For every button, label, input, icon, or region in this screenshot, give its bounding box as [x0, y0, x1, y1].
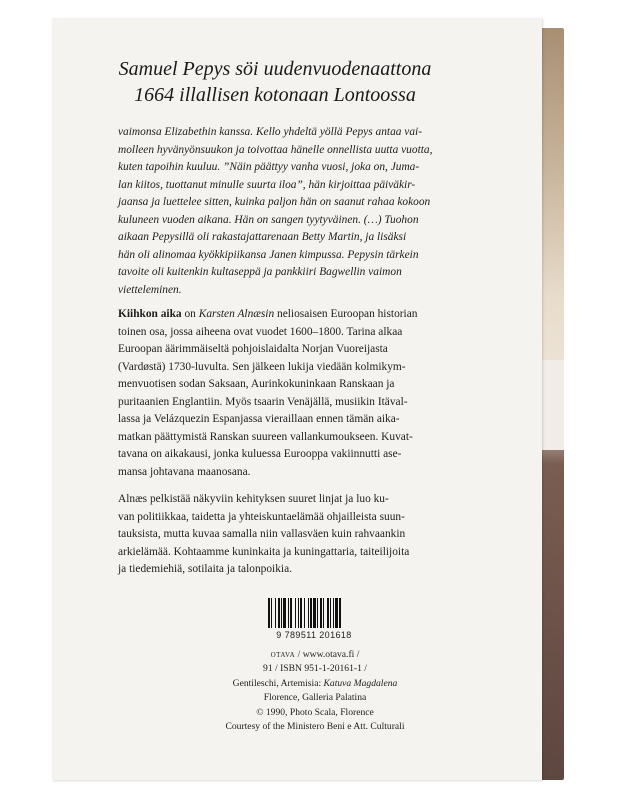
barcode-bar [290, 598, 292, 628]
excerpt-line: lan kiitos, tuottanut minulle suurta iloa”, hän kirjoittaa päiväkir- [118, 178, 416, 191]
barcode-bar [275, 598, 276, 628]
excerpt-line: jaansa ja luettelee sitten, kuinka paljon hän on saanut rahaa kokoon [118, 196, 431, 208]
connector-text: on [181, 308, 199, 320]
excerpt-line: vaimonsa Elizabethin kanssa. Kello yhdeltä yöllä Pepys antaa vai- [118, 126, 423, 138]
barcode-bar [283, 598, 286, 628]
excerpt-line: molleen hyvänyönsuukon ja toivottaa hänelle onnellista uutta vuotta, [118, 143, 433, 156]
excerpt-line: aikaan Pepysillä oli rakastajattarenaan Betty Martin, ja lisäksi [118, 231, 407, 243]
publisher-url: / www.otava.fi / [295, 649, 360, 660]
publisher-line [150, 648, 480, 662]
excerpt-line: kuluneen vuoden aikana. Hän on sangen tyytyväinen. (…) Tuohon [118, 213, 419, 226]
paragraph-text: van politiikkaa, taidetta ja yhteiskuntaelämää ohjailleista suun- [118, 510, 405, 523]
barcode-bar [335, 598, 338, 628]
paragraph-text: arkielämää. Kohtaamme kuninkaita ja kuningattaria, taiteilijoita [118, 545, 410, 558]
barcode-bar [281, 598, 282, 628]
headline [60, 56, 490, 108]
barcode-bar [300, 598, 302, 628]
excerpt-line: tavoite oli kuitenkin kultaseppä ja pankkiiri Bagwellin vaimon [118, 266, 402, 278]
description-paragraph-2 [118, 491, 528, 579]
photo-copyright: © 1990, Photo Scala, Florence [256, 706, 374, 718]
barcode-bar [288, 598, 289, 628]
painting-artist: Gentileschi, Artemisia: [232, 677, 324, 689]
barcode-bar [278, 598, 280, 628]
headline-line-2: 1664 illallisen kotonaan Lontoossa [134, 84, 416, 106]
barcode-bar [320, 598, 322, 628]
barcode-bar [308, 598, 309, 628]
barcode-bar [310, 598, 312, 628]
excerpt-line: vietteleminen. [118, 283, 182, 296]
paragraph-text: ja tiedemiehiä, sotilaita ja talonpoikia. [118, 563, 292, 575]
headline-line-1: Samuel Pepys söi uudenvuodenaattona [118, 58, 432, 80]
paragraph-text: toinen osa, jossa aiheena ovat vuodet 1600–1800. Tarina alkaa [118, 325, 403, 338]
paragraph-text: tavana on aikakausi, jonka kuluessa Eurooppa vakiinnutti ase- [118, 448, 402, 460]
paragraph-text: matkan päättymistä Ranskan suureen vallankumoukseen. Kuvat- [118, 430, 413, 443]
barcode-bar [313, 598, 316, 628]
barcode-bar [268, 598, 270, 628]
cover-painting-line [150, 677, 480, 691]
book-description [118, 306, 528, 589]
description-paragraph-1 [118, 306, 528, 481]
painting-location: Florence, Galleria Palatina [263, 692, 367, 704]
barcode-bar [298, 598, 299, 628]
barcode-bar [333, 598, 334, 628]
diary-excerpt [118, 124, 528, 299]
barcode-bar [323, 598, 324, 628]
excerpt-line: kuten tapoihin kuuluu. ”Näin päättyy vanha vuosi, joka on, Juma- [118, 161, 420, 173]
paragraph-text: mansa johtavana maanosana. [118, 465, 251, 478]
barcode-bar [304, 598, 305, 628]
paragraph-text: puritaanien Englantiin. Myös tsaarin Venäjällä, musiikin Itäval- [118, 395, 408, 408]
barcode-bar [339, 598, 341, 628]
barcode-bar [317, 598, 318, 628]
isbn-line: 91 / ISBN 951-1-20161-1 / [263, 663, 367, 675]
barcode-bar [330, 598, 331, 628]
courtesy-line: Courtesy of the Ministero Beni e Att. Culturali [225, 721, 405, 733]
book-title: Kiihkon aika [118, 308, 182, 320]
paragraph-text: menvuotisen sodan Saksaan, Aurinkokuninkaan Ranskaan ja [118, 378, 395, 390]
barcode-bar [295, 598, 296, 628]
barcode-bar [271, 598, 272, 628]
paragraph-text: Alnæs pelkistää näkyviin kehityksen suuret linjat ja luo ku- [118, 493, 389, 505]
excerpt-line: hän oli alinomaa kyökkipiikansa Janen kimpussa. Pepysin tärkein [118, 248, 419, 261]
publication-credits [150, 648, 480, 734]
publisher-name: otava [270, 649, 296, 660]
paragraph-text: tauksista, mutta kuvaa samalla niin vallasväen kuin rahvaankin [118, 528, 406, 540]
paragraph-text: neliosaisen Euroopan historian [274, 308, 418, 320]
paragraph-text: lassa ja Velázquezin Espanjassa vieraillaan ennen tämän aika- [118, 413, 400, 425]
barcode-bars [266, 598, 362, 628]
painting-title: Katuva Magdalena [323, 677, 398, 689]
barcode-bar [327, 598, 329, 628]
paragraph-text: (Vardøstä) 1730-luvulta. Sen jälkeen lukija viedään kolmikym- [118, 360, 406, 373]
paragraph-text: Euroopan äärimmäiseltä pohjoislaidalta Norjan Vuoreijasta [118, 343, 388, 355]
author-name: Karsten Alnæsin [198, 308, 275, 320]
barcode-number: 9 789511 201618 [276, 630, 352, 640]
